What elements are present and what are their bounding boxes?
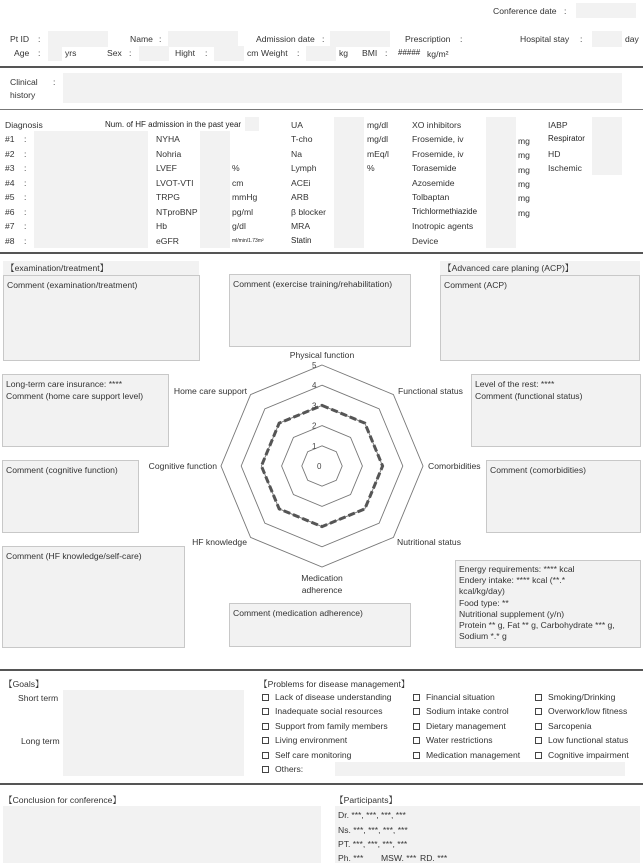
radar-tick: 5 [312, 361, 317, 370]
checkbox-icon[interactable] [262, 708, 269, 715]
checkbox-icon[interactable] [413, 737, 420, 744]
goals-field[interactable] [63, 690, 244, 776]
hospital-stay-unit: day [625, 34, 639, 44]
diagnosis-fields[interactable] [34, 131, 148, 248]
measure-fields[interactable] [200, 131, 230, 248]
radar-series [261, 405, 382, 526]
problem-checkbox-item[interactable] [413, 693, 495, 702]
problem-checkbox-item[interactable] [413, 736, 493, 745]
drug-trichlormethiazide: Trichlormethiazide [412, 207, 478, 216]
radar-tick: 4 [312, 381, 317, 391]
lab-beta-blocker: β blocker [291, 207, 327, 217]
clinical-history-label-1: Clinical [10, 77, 38, 87]
sodium: Sodium *.* g [459, 631, 507, 642]
divider [0, 66, 643, 68]
checkbox-icon[interactable] [535, 737, 542, 744]
unit: mmHg [232, 192, 258, 202]
colon: : [24, 192, 27, 202]
unit: pg/ml [232, 207, 254, 217]
checkbox-icon[interactable] [413, 723, 420, 730]
colon: : [24, 163, 27, 173]
cognitive-comment-box[interactable] [2, 460, 139, 533]
macronutrients: Protein ** g, Fat ** g, Carbohydrate *** g, [459, 620, 615, 631]
drug-inotropic-agents: Inotropic agents [412, 221, 474, 231]
clinical-history-label-2: history [10, 90, 36, 100]
radar-tick: 3 [312, 401, 317, 411]
problem-checkbox-item[interactable] [262, 722, 388, 731]
level-of-rest: Level of the rest: **** [475, 379, 555, 389]
hospital-stay-label: Hospital stay [520, 34, 570, 44]
unit: mg [518, 179, 530, 189]
admission-date-field[interactable] [330, 31, 390, 47]
unit: mg/dl [367, 120, 389, 130]
home-care-box[interactable] [2, 374, 169, 447]
radar-tick: 1 [312, 441, 317, 451]
problem-label: Water restrictions [426, 735, 493, 746]
checkbox-icon[interactable] [262, 737, 269, 744]
measure-lvot-vti: LVOT-VTI [156, 178, 194, 188]
drug-device: Device [412, 236, 439, 246]
clinical-history-field[interactable] [63, 73, 622, 103]
lab-arb: ARB [291, 192, 309, 202]
long-term-care-insurance: Long-term care insurance: **** [6, 379, 123, 389]
divider [0, 669, 643, 671]
conclusion-title: 【Conclusion for conference】 [4, 795, 122, 805]
colon: : [385, 48, 388, 58]
problem-label: Living environment [275, 735, 348, 746]
medication-comment-box[interactable] [229, 603, 411, 647]
unit: mg [518, 208, 530, 218]
checkbox-icon[interactable] [262, 723, 269, 730]
radar-ring [282, 426, 363, 507]
participants-ns: Ns. ***, ***, ***, *** [338, 825, 408, 835]
radar-axis-label: Nutritional status [397, 537, 462, 547]
unit: mEq/l [367, 149, 389, 159]
exam-comment-label: Comment (examination/treatment) [7, 280, 138, 290]
medication-comment-label: Comment (medication adherence) [233, 608, 363, 618]
weight-unit: kg [339, 48, 349, 58]
long-term-label: Long term [21, 736, 60, 746]
lab-fields[interactable] [334, 117, 364, 248]
age-unit: yrs [65, 48, 77, 58]
diagnosis-item-3: #3 [5, 163, 15, 173]
lab-t-cho: T-cho [291, 134, 313, 144]
hf-knowledge-comment-box[interactable] [2, 546, 185, 648]
colon: : [24, 236, 27, 246]
problem-checkbox-item[interactable] [413, 751, 520, 760]
age-field[interactable] [48, 46, 62, 61]
problem-checkbox-item[interactable] [262, 736, 347, 745]
colon: : [53, 77, 56, 87]
radar-axis-labels [149, 350, 481, 595]
pt-id-field[interactable] [48, 31, 108, 47]
radar-series-line [261, 405, 382, 526]
name-label: Name [130, 34, 153, 44]
problem-label: Others: [275, 764, 304, 774]
problem-checkbox-item[interactable] [535, 751, 629, 760]
unit: cm [232, 178, 244, 188]
radar-axis-label: HF knowledge [192, 537, 247, 547]
height-unit: cm [247, 48, 259, 58]
problem-checkbox-item[interactable] [535, 693, 615, 702]
drug-xo-inhibitors: XO inhibitors [412, 120, 462, 130]
radar-axis-label: Functional status [398, 386, 463, 396]
colon: : [24, 134, 27, 144]
colon: : [24, 178, 27, 188]
drug-fields[interactable] [486, 117, 516, 248]
colon: : [129, 48, 132, 58]
cognitive-comment-label: Comment (cognitive function) [6, 465, 118, 475]
measure-lvef: LVEF [156, 163, 177, 173]
drug-azosemide: Azosemide [412, 178, 455, 188]
colon: : [580, 34, 583, 44]
colon: : [24, 221, 27, 231]
divider [0, 783, 643, 785]
lab-acei: ACEi [291, 178, 311, 188]
problem-label: Self care monitoring [275, 749, 352, 760]
unit: ml/min/1.73m² [232, 238, 264, 244]
participants-title: 【Participants】 [335, 795, 398, 805]
measure-ntprobnp: NTproBNP [156, 207, 198, 217]
problem-checkbox-item[interactable] [535, 722, 591, 731]
drug-frosemide-iv-2: Frosemide, iv [412, 149, 464, 159]
problem-label: Medication management [426, 749, 521, 760]
checkbox-icon[interactable] [535, 723, 542, 730]
diagnosis-item-5: #5 [5, 192, 15, 202]
hospital-stay-field[interactable] [592, 31, 622, 47]
measure-nohria: Nohria [156, 149, 182, 159]
problem-checkbox-item[interactable] [535, 736, 628, 745]
diagnosis-item-6: #6 [5, 207, 15, 217]
problem-label: Financial situation [426, 692, 495, 702]
problem-checkbox-item[interactable] [262, 765, 303, 774]
acp-title: 【Advanced care planing (ACP)】 [440, 261, 640, 275]
unit: % [367, 163, 375, 173]
comorbidities-comment-box[interactable] [486, 460, 641, 533]
unit: mg [518, 193, 530, 203]
diagnosis-item-4: #4 [5, 178, 15, 188]
participants-pt: PT. ***, ***, ***, *** [338, 839, 408, 849]
nutrition-box[interactable] [455, 560, 641, 648]
age-label: Age [14, 48, 30, 58]
colon: : [159, 34, 162, 44]
colon: : [564, 6, 567, 16]
problem-label: Support from family members [275, 720, 388, 731]
exam-title: 【examination/treatment】 [3, 261, 199, 275]
problem-checkbox-item[interactable] [413, 722, 506, 731]
weight-label: Weight [261, 48, 288, 58]
diagnosis-item-2: #2 [5, 149, 15, 159]
energy-requirements: Energy requirements: **** kcal [459, 564, 575, 574]
lab-na: Na [291, 149, 302, 159]
lab-mra: MRA [291, 221, 311, 231]
radar-axis-label: Home care support [173, 386, 247, 396]
colon: : [460, 34, 463, 44]
participants-msw: MSW. *** [381, 853, 417, 863]
diagnosis-title: Diagnosis [5, 120, 43, 130]
conference-date-field[interactable] [576, 3, 636, 18]
colon: : [24, 207, 27, 217]
problem-label: Smoking/Drinking [548, 692, 616, 702]
acp-comment-label: Comment (ACP) [444, 280, 508, 290]
bmi-label: BMI [362, 48, 378, 58]
unit: g/dl [232, 221, 246, 231]
bmi-unit: kg/m² [427, 49, 449, 59]
name-field[interactable] [168, 31, 238, 47]
weight-field[interactable] [306, 46, 336, 61]
conference-date-label: Conference date [493, 6, 557, 16]
functional-comment-label: Comment (functional status) [475, 391, 583, 401]
bmi-value: ##### [398, 48, 421, 57]
unit: % [232, 163, 240, 173]
device-ischemic: Ischemic [548, 163, 582, 173]
colon: : [297, 48, 300, 58]
problem-checkbox-item[interactable] [535, 707, 627, 716]
participants-dr: Dr. ***, ***, ***, *** [338, 810, 406, 820]
goals-title: 【Goals】 [4, 679, 44, 689]
short-term-label: Short term [18, 693, 59, 703]
diagnosis-item-7: #7 [5, 221, 15, 231]
colon: : [38, 34, 41, 44]
height-label: Hight [175, 48, 196, 58]
sex-label: Sex [107, 48, 122, 58]
checkbox-icon[interactable] [535, 708, 542, 715]
device-iabp: IABP [548, 120, 568, 130]
drug-tolbaptan: Tolbaptan [412, 192, 450, 202]
unit: mg [518, 150, 530, 160]
divider [0, 252, 643, 254]
device-hd: HD [548, 149, 561, 159]
pt-id-label: Pt ID [10, 34, 30, 44]
radar-ring [302, 446, 342, 486]
colon: : [322, 34, 325, 44]
radar-axis-label: Cognitive function [148, 461, 217, 471]
measure-egfr: eGFR [156, 236, 179, 246]
radar-ring [241, 385, 403, 547]
problem-label: Cognitive impairment [548, 749, 629, 760]
problem-checkbox-item[interactable] [262, 693, 392, 702]
exam-comment-box[interactable] [3, 275, 200, 361]
radar-tick: 0 [317, 462, 322, 471]
unit: mg [518, 136, 530, 146]
radar-grid [221, 365, 423, 567]
checkbox-icon[interactable] [262, 694, 269, 701]
radar-axis-label: Physical function [289, 350, 355, 360]
problem-label: Lack of disease understanding [275, 692, 392, 702]
admission-date-label: Admission date [256, 34, 315, 44]
radar-ring [261, 405, 382, 526]
drug-frosemide-iv: Frosemide, iv [412, 134, 464, 144]
food-type: Food type: ** [459, 597, 509, 608]
unit: mg/dl [367, 134, 389, 144]
problem-label: Inadequate social resources [275, 706, 383, 717]
sex-field[interactable] [139, 46, 169, 61]
hf-admission-label: Num. of HF admission in the past year [105, 120, 242, 129]
comorbidities-comment-label: Comment (comorbidities) [490, 465, 586, 475]
diagnosis-item-1: #1 [5, 134, 15, 144]
radar-axis-label: Medication [301, 573, 343, 583]
measure-trpg: TRPG [156, 192, 180, 202]
conclusion-field[interactable] [3, 806, 321, 863]
radar-tick-labels [312, 361, 322, 471]
divider [0, 109, 643, 110]
lab-ua: UA [291, 120, 303, 130]
hf-admission-field[interactable] [245, 117, 259, 131]
problem-checkbox-item[interactable] [413, 707, 509, 716]
lab-statin: Statin [291, 236, 312, 245]
problem-checkbox-item[interactable] [262, 707, 383, 716]
exercise-comment-box[interactable] [229, 274, 411, 347]
problem-label: Low functional status [548, 735, 629, 746]
checkbox-icon[interactable] [262, 752, 269, 759]
checkbox-icon[interactable] [413, 752, 420, 759]
nutritional-supplement: Nutritional supplement (y/n) [459, 608, 565, 619]
colon: : [205, 48, 208, 58]
checkbox-icon[interactable] [413, 694, 420, 701]
problems-title: 【Problems for disease management】 [259, 679, 410, 689]
radar-tick: 2 [312, 421, 317, 431]
colon: : [24, 149, 27, 159]
prescription-label: Prescription [405, 34, 451, 44]
radar-axis-label: adherence [301, 585, 343, 595]
colon: : [38, 48, 41, 58]
drug-torasemide: Torasemide [412, 163, 457, 173]
radar-ring [221, 365, 423, 567]
problem-label: Sodium intake control [426, 706, 509, 717]
problem-checkbox-item[interactable] [262, 751, 351, 760]
lab-lymph: Lymph [291, 163, 317, 173]
measure-nyha: NYHA [156, 134, 180, 144]
functional-status-box[interactable] [471, 374, 641, 447]
participants-ph: Ph. *** [338, 853, 364, 863]
problem-label: Sarcopenia [548, 720, 592, 731]
checkbox-icon[interactable] [535, 694, 542, 701]
problem-label: Dietary management [426, 720, 506, 731]
measure-hb: Hb [156, 221, 167, 231]
acp-comment-box[interactable] [440, 275, 640, 361]
exercise-comment-label: Comment (exercise training/rehabilitation) [233, 279, 393, 289]
height-field[interactable] [214, 46, 244, 61]
diagnosis-item-8: #8 [5, 236, 15, 246]
device-fields[interactable] [592, 117, 622, 175]
checkbox-icon[interactable] [262, 766, 269, 773]
checkbox-icon[interactable] [413, 708, 420, 715]
checkbox-icon[interactable] [535, 752, 542, 759]
energy-intake-per-kg: kcal/kg/day) [459, 586, 505, 597]
problem-label: Overwork/low fitness [548, 706, 628, 717]
radar-axis-label: Comorbidities [428, 461, 481, 471]
energy-intake: Endery intake: **** kcal (**.* [459, 575, 566, 586]
others-field[interactable] [335, 762, 625, 776]
unit: mg [518, 165, 530, 175]
hf-knowledge-comment-label: Comment (HF knowledge/self-care) [6, 551, 142, 561]
device-respirator: Respirator [548, 134, 585, 143]
participants-rd: RD. *** [420, 853, 448, 863]
home-care-comment-label: Comment (home care support level) [6, 391, 144, 401]
